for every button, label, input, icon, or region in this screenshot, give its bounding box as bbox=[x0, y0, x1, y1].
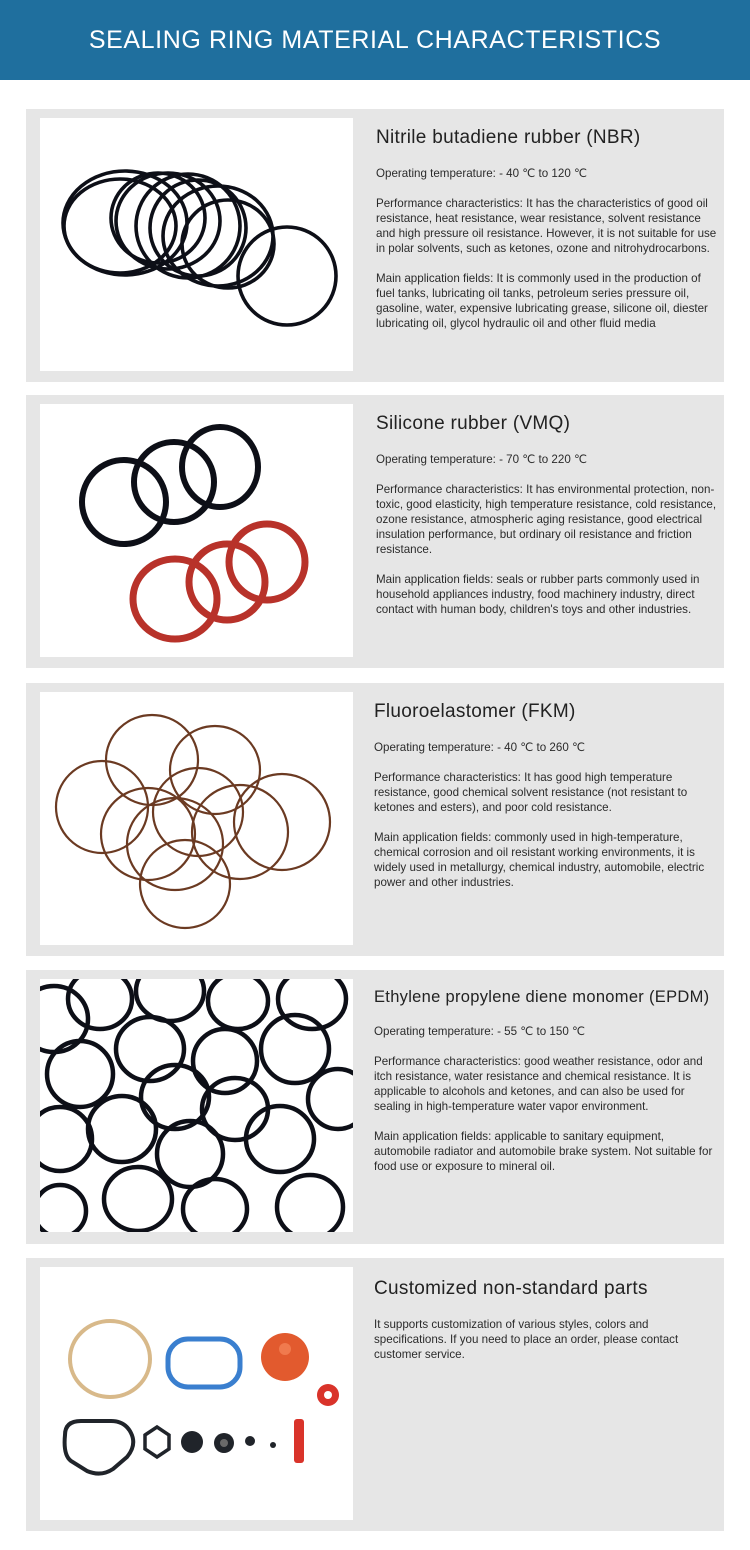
section-custom-parts bbox=[26, 1258, 724, 1531]
epdm-text bbox=[374, 988, 719, 1189]
performance-characteristics: Performance characteristics: good weather resistance, odor and itch resistance, water resistance and chemical resistance. It is applicable to alcohols and ketones, and can also be used for sealing in high-temperature water vapor environment. bbox=[374, 1054, 703, 1113]
custom-parts-text bbox=[374, 1278, 719, 1377]
fkm-rings-illustration bbox=[40, 692, 353, 945]
application-fields: Main application fields: applicable to sanitary equipment, automobile radiator and automobile brake system. Not suitable for food use or exposure to mineral oil. bbox=[374, 1129, 713, 1173]
section-title: Fluoroelastomer (FKM) bbox=[374, 701, 576, 722]
epdm-rings-illustration bbox=[40, 979, 353, 1232]
nbr-text bbox=[376, 127, 721, 346]
section-nbr bbox=[26, 109, 724, 382]
vmq-text bbox=[376, 413, 721, 632]
page-header bbox=[0, 0, 750, 80]
section-fkm bbox=[26, 683, 724, 956]
performance-characteristics: Performance characteristics: It has good high temperature resistance, good chemical solvent resistance (not resistant to ketones and esters), and poor cold resistance. bbox=[374, 770, 688, 814]
application-fields: Main application fields: commonly used in high-temperature, chemical corrosion and oil resistant working environments, it is widely used in metallurgy, chemical industry, automobile, electric power and other industries. bbox=[374, 830, 705, 889]
fkm-o-rings-photo bbox=[40, 692, 353, 945]
section-title: Ethylene propylene diene monomer (EPDM) bbox=[374, 988, 710, 1006]
operating-temperature: Operating temperature: - 55 ℃ to 150 ℃ bbox=[374, 1024, 586, 1038]
custom-parts-photo bbox=[40, 1267, 353, 1520]
vmq-o-rings-photo bbox=[40, 404, 353, 657]
custom-parts-illustration bbox=[40, 1267, 353, 1520]
application-fields: Main application fields: seals or rubber parts commonly used in household appliances industry, food machinery industry, direct contact with human body, children's toys and other industries. bbox=[376, 572, 700, 616]
operating-temperature: Operating temperature: - 40 ℃ to 120 ℃ bbox=[376, 166, 588, 180]
page-title: SEALING RING MATERIAL CHARACTERISTICS bbox=[88, 25, 662, 54]
application-fields: Main application fields: It is commonly used in the production of fuel tanks, lubricating oil tanks, petroleum series pressure oil, gasoline, water, expensive lubricating grease, silicone oil, diester lubricating oil, glycol hydraulic oil and other fluid media bbox=[376, 271, 708, 330]
section-title: Customized non-standard parts bbox=[374, 1278, 648, 1299]
performance-characteristics: Performance characteristics: It has the characteristics of good oil resistance, heat resistance, wear resistance, solvent resistance and high pressure oil resistance. However, it is not suitable for use in polar solvents, such as ketones, ozone and nitrohydrocarbons. bbox=[376, 196, 717, 255]
section-vmq bbox=[26, 395, 724, 668]
vmq-rings-illustration bbox=[40, 404, 353, 657]
customization-description: It supports customization of various styles, colors and specifications. If you need to place an order, please contact customer service. bbox=[374, 1317, 679, 1361]
nbr-rings-illustration bbox=[40, 118, 353, 371]
section-title: Silicone rubber (VMQ) bbox=[376, 413, 571, 434]
operating-temperature: Operating temperature: - 70 ℃ to 220 ℃ bbox=[376, 452, 588, 466]
section-title: Nitrile butadiene rubber (NBR) bbox=[376, 127, 641, 148]
section-epdm bbox=[26, 970, 724, 1244]
operating-temperature: Operating temperature: - 40 ℃ to 260 ℃ bbox=[374, 740, 586, 754]
epdm-o-rings-photo bbox=[40, 979, 353, 1232]
fkm-text bbox=[374, 701, 719, 905]
nbr-o-rings-photo bbox=[40, 118, 353, 371]
performance-characteristics: Performance characteristics: It has environmental protection, non-toxic, good elasticity, high temperature resistance, cold resistance, ozone resistance, atmospheric aging resistance, good electrical insulation performance, but ordinary oil resistance and friction resistance. bbox=[376, 482, 717, 556]
